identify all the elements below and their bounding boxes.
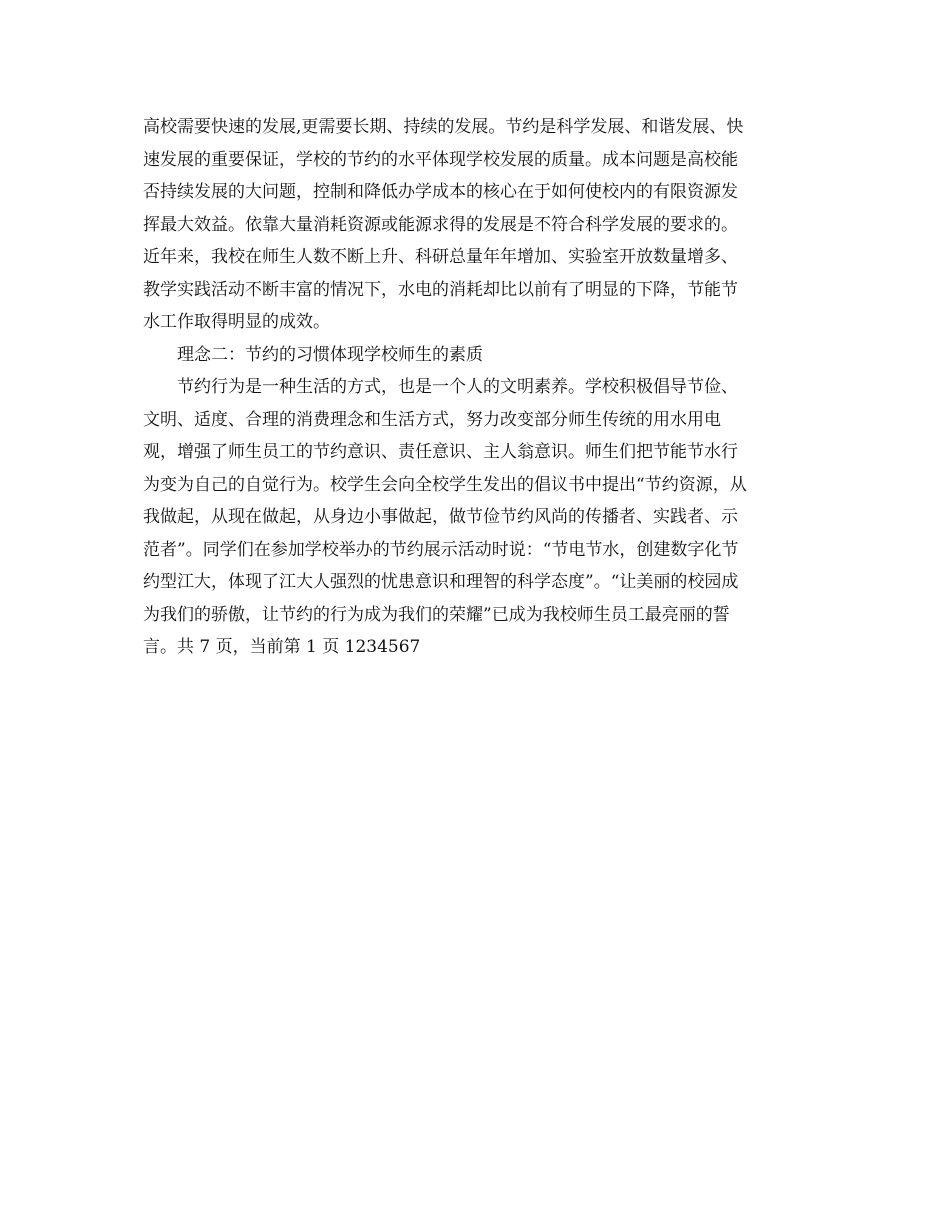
text-line: 为变为自己的自觉行为。校学生会向全校学生发出的倡议书中提出“节约资源，从	[143, 474, 747, 495]
text-line: 否持续发展的大问题，控制和降低办学成本的核心在于如何使校内的有限资源发	[143, 182, 738, 202]
text-line: 为我们的骄傲，让节约的行为成为我们的荣耀”已成为我校师生员工最亮丽的誓	[143, 604, 730, 625]
text-line: 观，增强了师生员工的节约意识、责任意识、主人翁意识。师生们把节能节水行	[143, 442, 738, 462]
page-info-line: 言。共 7 页，当前第 1 页 1234567	[143, 637, 421, 657]
text-line: 约型江大，体现了江大人强烈的忧患意识和理智的科学态度”。“让美丽的校园成	[143, 572, 739, 592]
text-line: 速发展的重要保证，学校的节约的水平体现学校发展的质量。成本问题是高校能	[143, 149, 738, 170]
text-line: 高校需要快速的发展,更需要长期、持续的发展。节约是科学发展、和谐发展、快	[143, 117, 744, 137]
text-line: 节约行为是一种生活的方式，也是一个人的文明素养。学校积极倡导节俭、	[177, 377, 738, 397]
text-line: 我做起，从现在做起，从身边小事做起，做节俭节约风尚的传播者、实践者、示	[143, 507, 738, 527]
text-line: 文明、适度、合理的消费理念和生活方式，努力改变部分师生传统的用水用电	[143, 409, 721, 430]
text-line: 范者”。同学们在参加学校举办的节约展示活动时说：“节电节水，创建数字化节	[143, 539, 739, 560]
section-heading: 理念二：节约的习惯体现学校师生的素质	[177, 344, 483, 365]
text-line: 近年来，我校在师生人数不断上升、科研总量年年增加、实验室开放数量增多、	[143, 247, 738, 267]
text-line: 教学实践活动不断丰富的情况下，水电的消耗却比以前有了明显的下降，节能节	[143, 279, 738, 300]
body-text	[143, 111, 805, 664]
text-line: 挥最大效益。依靠大量消耗资源或能源求得的发展是不符合科学发展的要求的。	[143, 214, 738, 235]
text-line: 水工作取得明显的成效。	[143, 312, 330, 332]
